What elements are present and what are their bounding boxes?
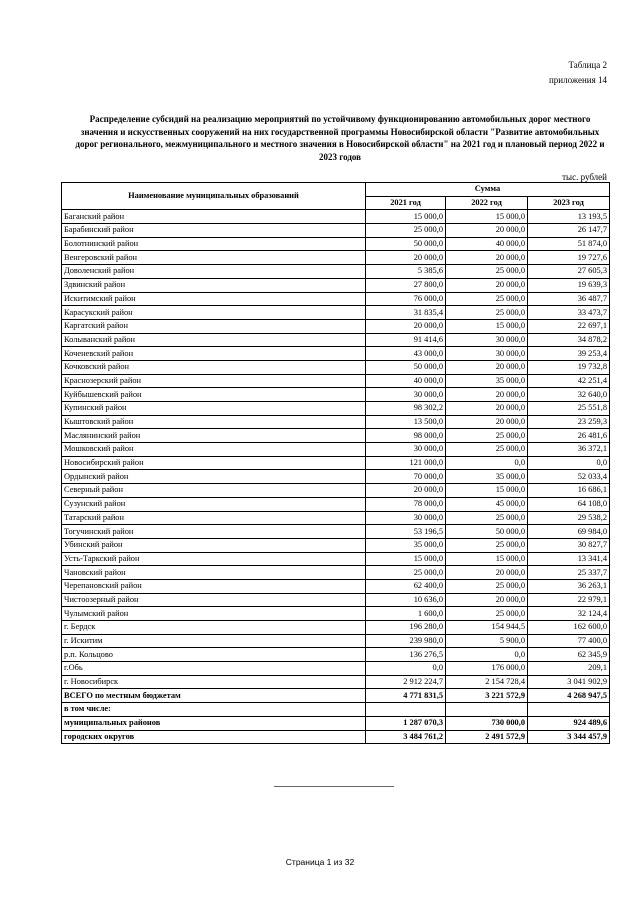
amount-2022: 0,0 (446, 456, 528, 470)
municipality-name: Каргатский район (62, 319, 366, 333)
municipality-name: Коченевский район (62, 347, 366, 361)
total-row (62, 689, 610, 703)
including-label-row (62, 703, 610, 717)
amount-2021: 2 912 224,7 (366, 675, 446, 689)
amount-2021: 20 000,0 (366, 319, 446, 333)
table-row (62, 388, 610, 402)
amount-2023: 0,0 (528, 456, 610, 470)
amount-2021: 30 000,0 (366, 388, 446, 402)
amount-2021: 35 000,0 (366, 538, 446, 552)
municipality-name: Убинский район (62, 538, 366, 552)
amount-2023: 19 639,3 (528, 278, 610, 292)
amount-2023: 13 193,5 (528, 210, 610, 224)
amount-2022: 20 000,0 (446, 251, 528, 265)
amount-2021: 91 414,6 (366, 333, 446, 347)
amount-2021 (366, 703, 446, 717)
table-row (62, 265, 610, 279)
municipality-name: Куйбышевский район (62, 388, 366, 402)
amount-2023: 924 489,6 (528, 716, 610, 730)
amount-2021: 50 000,0 (366, 237, 446, 251)
table-row (62, 675, 610, 689)
municipality-name: Усть-Таркский район (62, 552, 366, 566)
amount-2022: 20 000,0 (446, 224, 528, 238)
table-row (62, 415, 610, 429)
amount-2022: 40 000,0 (446, 237, 528, 251)
amount-2022: 15 000,0 (446, 552, 528, 566)
amount-2023: 13 341,4 (528, 552, 610, 566)
amount-2021: 98 000,0 (366, 429, 446, 443)
table-row (62, 497, 610, 511)
amount-2022: 25 000,0 (446, 607, 528, 621)
amount-2023: 26 481,6 (528, 429, 610, 443)
table-number-label: Таблица 2 (568, 60, 607, 70)
amount-2021: 27 800,0 (366, 278, 446, 292)
amount-2023: 209,1 (528, 662, 610, 676)
amount-2021: 43 000,0 (366, 347, 446, 361)
amount-2022: 154 944,5 (446, 621, 528, 635)
amount-2022: 35 000,0 (446, 470, 528, 484)
year-2021-header: 2021 год (366, 196, 446, 210)
amount-2022: 20 000,0 (446, 360, 528, 374)
amount-2022: 45 000,0 (446, 497, 528, 511)
units-label: тыс. рублей (562, 172, 607, 182)
amount-2021: 196 280,0 (366, 621, 446, 635)
table-row (62, 319, 610, 333)
table-row (62, 525, 610, 539)
amount-2021: 53 196,5 (366, 525, 446, 539)
amount-2023: 36 263,1 (528, 579, 610, 593)
amount-2022: 25 000,0 (446, 511, 528, 525)
amount-2021: 5 385,6 (366, 265, 446, 279)
amount-2022: 20 000,0 (446, 593, 528, 607)
municipality-name: Доволенский район (62, 265, 366, 279)
table-row (62, 443, 610, 457)
appendix-label: приложения 14 (548, 75, 607, 85)
amount-2022: 20 000,0 (446, 566, 528, 580)
municipality-name: г. Новосибирск (62, 675, 366, 689)
municipality-name: Кыштовский район (62, 415, 366, 429)
municipality-name: г.Обь (62, 662, 366, 676)
amount-2022: 25 000,0 (446, 579, 528, 593)
amount-2021: 1 600,0 (366, 607, 446, 621)
table-row (62, 251, 610, 265)
amount-2021: 13 500,0 (366, 415, 446, 429)
year-2023-header: 2023 год (528, 196, 610, 210)
table-row (62, 224, 610, 238)
amount-2022 (446, 703, 528, 717)
municipality-name: в том числе: (62, 703, 366, 717)
amount-2022: 25 000,0 (446, 443, 528, 457)
amount-2023: 64 108,0 (528, 497, 610, 511)
municipality-name: Венгеровский район (62, 251, 366, 265)
amount-2023: 19 727,6 (528, 251, 610, 265)
sum-column-header: Сумма (366, 183, 610, 197)
municipality-name: Купинский район (62, 402, 366, 416)
amount-2021: 3 484 761,2 (366, 730, 446, 744)
amount-2022: 25 000,0 (446, 292, 528, 306)
amount-2022: 3 221 572,9 (446, 689, 528, 703)
amount-2023: 32 640,0 (528, 388, 610, 402)
amount-2023: 69 984,0 (528, 525, 610, 539)
amount-2023: 4 268 947,5 (528, 689, 610, 703)
municipality-name: Новосибирский район (62, 456, 366, 470)
amount-2023: 30 827,7 (528, 538, 610, 552)
municipality-name: Северный район (62, 484, 366, 498)
municipality-name: Колыванский район (62, 333, 366, 347)
amount-2023: 39 253,4 (528, 347, 610, 361)
amount-2021: 25 000,0 (366, 224, 446, 238)
amount-2021: 30 000,0 (366, 443, 446, 457)
table-row (62, 648, 610, 662)
table-header-row (62, 183, 610, 197)
municipality-name: Баганский район (62, 210, 366, 224)
amount-2023: 23 259,3 (528, 415, 610, 429)
page-number: Страница 1 из 32 (285, 857, 355, 867)
municipality-name: Маслянинский район (62, 429, 366, 443)
amount-2021: 30 000,0 (366, 511, 446, 525)
table-row (62, 607, 610, 621)
table-row (62, 566, 610, 580)
amount-2021: 40 000,0 (366, 374, 446, 388)
amount-2022: 25 000,0 (446, 265, 528, 279)
table-row (62, 210, 610, 224)
amount-2022: 25 000,0 (446, 429, 528, 443)
amount-2022: 20 000,0 (446, 278, 528, 292)
table-row (62, 456, 610, 470)
amount-2022: 0,0 (446, 648, 528, 662)
amount-2022: 50 000,0 (446, 525, 528, 539)
amount-2021: 76 000,0 (366, 292, 446, 306)
amount-2021: 15 000,0 (366, 210, 446, 224)
table-body (62, 210, 610, 744)
amount-2022: 25 000,0 (446, 306, 528, 320)
amount-2021: 239 980,0 (366, 634, 446, 648)
amount-2022: 176 000,0 (446, 662, 528, 676)
municipality-name: Чистоозерный район (62, 593, 366, 607)
amount-2023: 51 874,0 (528, 237, 610, 251)
municipality-name: Тогучинский район (62, 525, 366, 539)
footer-divider (274, 786, 394, 787)
amount-2023: 36 487,7 (528, 292, 610, 306)
municipality-name: Краснозерский район (62, 374, 366, 388)
table-row (62, 374, 610, 388)
municipality-name: Чулымский район (62, 607, 366, 621)
amount-2022: 20 000,0 (446, 402, 528, 416)
amount-2021: 4 771 831,5 (366, 689, 446, 703)
amount-2022: 25 000,0 (446, 538, 528, 552)
amount-2022: 30 000,0 (446, 333, 528, 347)
amount-2022: 15 000,0 (446, 210, 528, 224)
municipality-name: городских округов (62, 730, 366, 744)
table-row (62, 662, 610, 676)
municipality-name: г. Искитим (62, 634, 366, 648)
amount-2021: 1 287 070,3 (366, 716, 446, 730)
table-row (62, 470, 610, 484)
table-row (62, 429, 610, 443)
subtotal-row (62, 730, 610, 744)
amount-2023: 25 551,8 (528, 402, 610, 416)
amount-2021: 136 276,5 (366, 648, 446, 662)
amount-2021: 20 000,0 (366, 251, 446, 265)
subtotal-row (62, 716, 610, 730)
amount-2023: 62 345,9 (528, 648, 610, 662)
amount-2023: 32 124,4 (528, 607, 610, 621)
amount-2023: 3 041 902,9 (528, 675, 610, 689)
amount-2023: 33 473,7 (528, 306, 610, 320)
municipality-name: Искитимский район (62, 292, 366, 306)
amount-2023: 42 251,4 (528, 374, 610, 388)
amount-2023: 52 033,4 (528, 470, 610, 484)
municipality-name: Болотнинский район (62, 237, 366, 251)
amount-2023: 22 697,1 (528, 319, 610, 333)
municipality-name: Здвинский район (62, 278, 366, 292)
amount-2021: 31 835,4 (366, 306, 446, 320)
municipality-name: Карасукский район (62, 306, 366, 320)
municipality-name: Сузунский район (62, 497, 366, 511)
amount-2023: 29 538,2 (528, 511, 610, 525)
amount-2023: 162 600,0 (528, 621, 610, 635)
table-row (62, 278, 610, 292)
amount-2023: 3 344 457,9 (528, 730, 610, 744)
table-row (62, 634, 610, 648)
municipality-name: Черепановский район (62, 579, 366, 593)
table-row (62, 360, 610, 374)
table-row (62, 347, 610, 361)
amount-2021: 15 000,0 (366, 552, 446, 566)
table-row (62, 402, 610, 416)
municipality-name: Ордынский район (62, 470, 366, 484)
municipality-name: Барабинский район (62, 224, 366, 238)
table-row (62, 593, 610, 607)
municipality-name: Мошковский район (62, 443, 366, 457)
amount-2023 (528, 703, 610, 717)
amount-2022: 35 000,0 (446, 374, 528, 388)
amount-2023: 25 337,7 (528, 566, 610, 580)
amount-2023: 34 878,2 (528, 333, 610, 347)
year-2022-header: 2022 год (446, 196, 528, 210)
amount-2023: 77 400,0 (528, 634, 610, 648)
table-row (62, 237, 610, 251)
amount-2021: 98 302,2 (366, 402, 446, 416)
municipality-name: Татарский район (62, 511, 366, 525)
table-row (62, 538, 610, 552)
amount-2022: 30 000,0 (446, 347, 528, 361)
table-row (62, 292, 610, 306)
amount-2021: 62 400,0 (366, 579, 446, 593)
amount-2022: 2 154 728,4 (446, 675, 528, 689)
municipality-column-header: Наименование муниципальных образований (62, 183, 366, 210)
amount-2021: 50 000,0 (366, 360, 446, 374)
amount-2021: 25 000,0 (366, 566, 446, 580)
amount-2021: 0,0 (366, 662, 446, 676)
amount-2022: 15 000,0 (446, 484, 528, 498)
amount-2023: 22 979,1 (528, 593, 610, 607)
amount-2021: 121 000,0 (366, 456, 446, 470)
amount-2022: 730 000,0 (446, 716, 528, 730)
amount-2022: 15 000,0 (446, 319, 528, 333)
amount-2021: 20 000,0 (366, 484, 446, 498)
table-row (62, 306, 610, 320)
table-row (62, 621, 610, 635)
table-row (62, 333, 610, 347)
amount-2022: 20 000,0 (446, 388, 528, 402)
amount-2023: 26 147,7 (528, 224, 610, 238)
table-row (62, 579, 610, 593)
amount-2023: 16 686,1 (528, 484, 610, 498)
municipality-name: Кочковский район (62, 360, 366, 374)
amount-2022: 2 491 572,9 (446, 730, 528, 744)
table-row (62, 511, 610, 525)
municipality-name: р.п. Кольцово (62, 648, 366, 662)
municipality-name: г. Бердск (62, 621, 366, 635)
table-row (62, 552, 610, 566)
amount-2022: 20 000,0 (446, 415, 528, 429)
document-title: Распределение субсидий на реализацию мероприятий по устойчивому функционированию автомобильных дорог местного значения и искусственных сооружений на них государственной программы Новосибирской области "Развитие автомобильных дорог регионального, межмуниципального и местного значения в Новосибирской области" на 2021 год и плановый период 2022 и 2023 годов (75, 114, 605, 162)
amount-2023: 19 732,8 (528, 360, 610, 374)
amount-2023: 27 605,3 (528, 265, 610, 279)
subsidy-table (61, 182, 610, 744)
amount-2022: 5 900,0 (446, 634, 528, 648)
municipality-name: Чановский район (62, 566, 366, 580)
amount-2021: 10 636,0 (366, 593, 446, 607)
amount-2023: 36 372,1 (528, 443, 610, 457)
amount-2021: 78 000,0 (366, 497, 446, 511)
municipality-name: ВСЕГО по местным бюджетам (62, 689, 366, 703)
table-row (62, 484, 610, 498)
amount-2021: 70 000,0 (366, 470, 446, 484)
municipality-name: муниципальных районов (62, 716, 366, 730)
